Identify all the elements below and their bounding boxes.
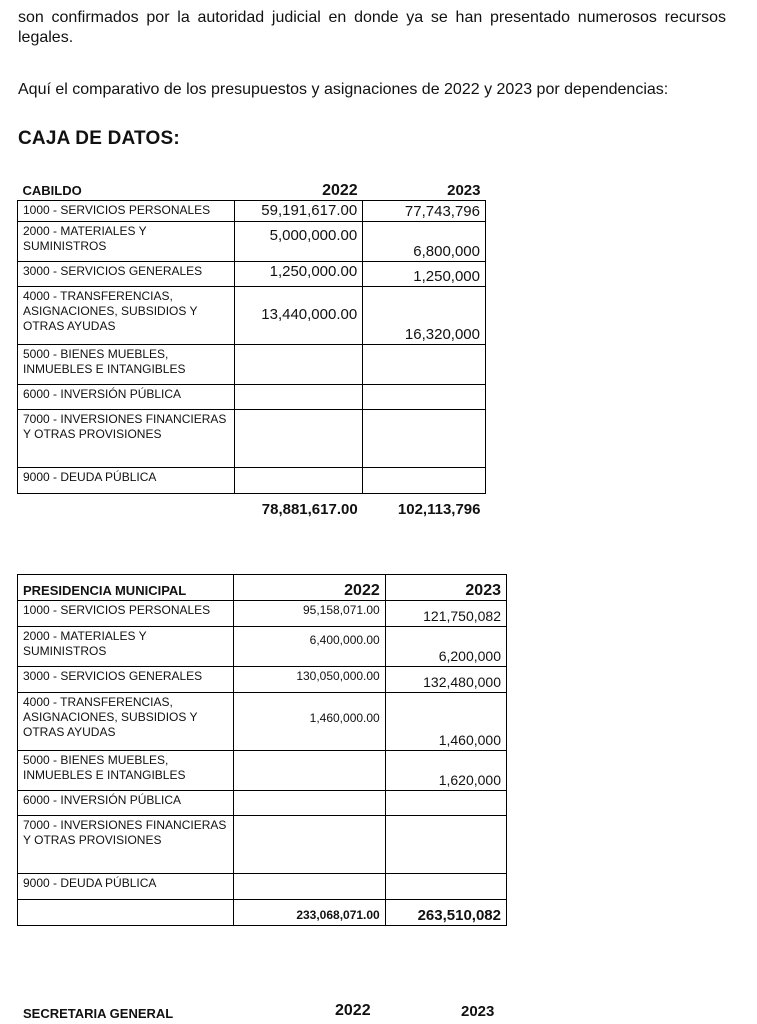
value-2022: 13,440,000.00 <box>235 286 363 344</box>
value-2023: 1,460,000 <box>385 693 506 751</box>
value-2022 <box>234 874 385 900</box>
row-label: 9000 - DEUDA PÚBLICA <box>18 467 235 493</box>
row-label: 3000 - SERVICIOS GENERALES <box>18 667 234 693</box>
value-2023: 77,743,796 <box>363 200 486 221</box>
row-label: 7000 - INVERSIONES FINANCIERAS Y OTRAS PROVISIONES <box>18 816 234 874</box>
year-header-2022: 2022 <box>235 176 363 200</box>
table-row <box>18 627 507 667</box>
value-2022: 1,460,000.00 <box>234 693 385 751</box>
row-label: 7000 - INVERSIONES FINANCIERAS Y OTRAS PROVISIONES <box>18 409 235 467</box>
row-label: 2000 - MATERIALES Y SUMINISTROS <box>18 221 235 261</box>
table-row <box>18 601 507 627</box>
value-2023 <box>385 791 506 816</box>
table-row <box>18 221 486 261</box>
intro-paragraph-2: Aquí el comparativo de los presupuestos y asignaciones de 2022 y 2023 por dependencias: <box>18 81 669 98</box>
section-heading: CAJA DE DATOS: <box>18 128 180 149</box>
value-2023: 1,250,000 <box>363 261 486 286</box>
totals-row <box>18 493 486 525</box>
budget-table-cabildo <box>17 176 486 525</box>
value-2023 <box>363 467 486 493</box>
table-row <box>18 751 507 791</box>
value-2023: 6,800,000 <box>363 221 486 261</box>
value-2023: 132,480,000 <box>385 667 506 693</box>
table-row <box>18 693 507 751</box>
value-2023 <box>363 344 486 384</box>
value-2022: 1,250,000.00 <box>235 261 363 286</box>
total-2022: 78,881,617.00 <box>261 500 358 518</box>
table-title: PRESIDENCIA MUNICIPAL <box>18 575 234 601</box>
row-label: 5000 - BIENES MUEBLES, INMUEBLES E INTANGIBLES <box>18 344 235 384</box>
value-2022 <box>235 409 363 467</box>
value-2023: 121,750,082 <box>385 601 506 627</box>
table-row <box>18 409 486 467</box>
table-header-row <box>18 575 507 601</box>
value-2022 <box>234 816 385 874</box>
table-row <box>18 200 486 221</box>
row-label: 9000 - DEUDA PÚBLICA <box>18 874 234 900</box>
table-row <box>18 791 507 816</box>
value-2023: 1,620,000 <box>385 751 506 791</box>
value-2022: 95,158,071.00 <box>234 601 385 627</box>
value-2023: 6,200,000 <box>385 627 506 667</box>
row-label: 1000 - SERVICIOS PERSONALES <box>18 200 235 221</box>
table-row <box>18 874 507 900</box>
value-2022: 59,191,617.00 <box>235 200 363 221</box>
year-header-2023: 2023 <box>461 1003 495 1020</box>
value-2023: 16,320,000 <box>363 286 486 344</box>
table-row <box>18 344 486 384</box>
value-2022: 5,000,000.00 <box>235 221 363 261</box>
table-row <box>18 384 486 409</box>
row-label: 5000 - BIENES MUEBLES, INMUEBLES E INTANGIBLES <box>18 751 234 791</box>
value-2023 <box>363 384 486 409</box>
total-2023: 263,510,082 <box>385 900 506 926</box>
total-2022: 233,068,071.00 <box>234 900 385 926</box>
year-header-2022: 2022 <box>335 1002 371 1019</box>
budget-table-secretaria-general <box>17 1002 507 1024</box>
value-2023 <box>385 874 506 900</box>
value-2022: 130,050,000.00 <box>234 667 385 693</box>
table-title: CABILDO <box>18 176 235 200</box>
value-2022 <box>235 467 363 493</box>
table-row <box>18 816 507 874</box>
table-row <box>18 286 486 344</box>
total-2023: 102,113,796 <box>397 500 481 518</box>
value-2023 <box>363 409 486 467</box>
row-label: 3000 - SERVICIOS GENERALES <box>18 261 235 286</box>
row-label: 2000 - MATERIALES Y SUMINISTROS <box>18 627 234 667</box>
table-title: SECRETARIA GENERAL <box>23 1006 174 1021</box>
value-2022 <box>235 384 363 409</box>
table-row <box>18 261 486 286</box>
value-2023 <box>385 816 506 874</box>
row-label: 1000 - SERVICIOS PERSONALES <box>18 601 234 627</box>
value-2022 <box>234 751 385 791</box>
intro-paragraph-1: son confirmados por la autoridad judicial en donde ya se han presentado numerosos recursos legales. <box>18 9 726 46</box>
budget-table-presidencia-municipal <box>17 574 507 926</box>
year-header-2022: 2022 <box>234 575 385 601</box>
row-label: 6000 - INVERSIÓN PÚBLICA <box>18 791 234 816</box>
year-header-2023: 2023 <box>363 176 486 200</box>
table-row <box>18 467 486 493</box>
table-row <box>18 667 507 693</box>
value-2022 <box>235 344 363 384</box>
totals-row <box>18 900 507 926</box>
row-label: 4000 - TRANSFERENCIAS, ASIGNACIONES, SUBSIDIOS Y OTRAS AYUDAS <box>18 286 235 344</box>
value-2022: 6,400,000.00 <box>234 627 385 667</box>
value-2022 <box>234 791 385 816</box>
row-label: 6000 - INVERSIÓN PÚBLICA <box>18 384 235 409</box>
year-header-2023: 2023 <box>385 575 506 601</box>
row-label: 4000 - TRANSFERENCIAS, ASIGNACIONES, SUBSIDIOS Y OTRAS AYUDAS <box>18 693 234 751</box>
